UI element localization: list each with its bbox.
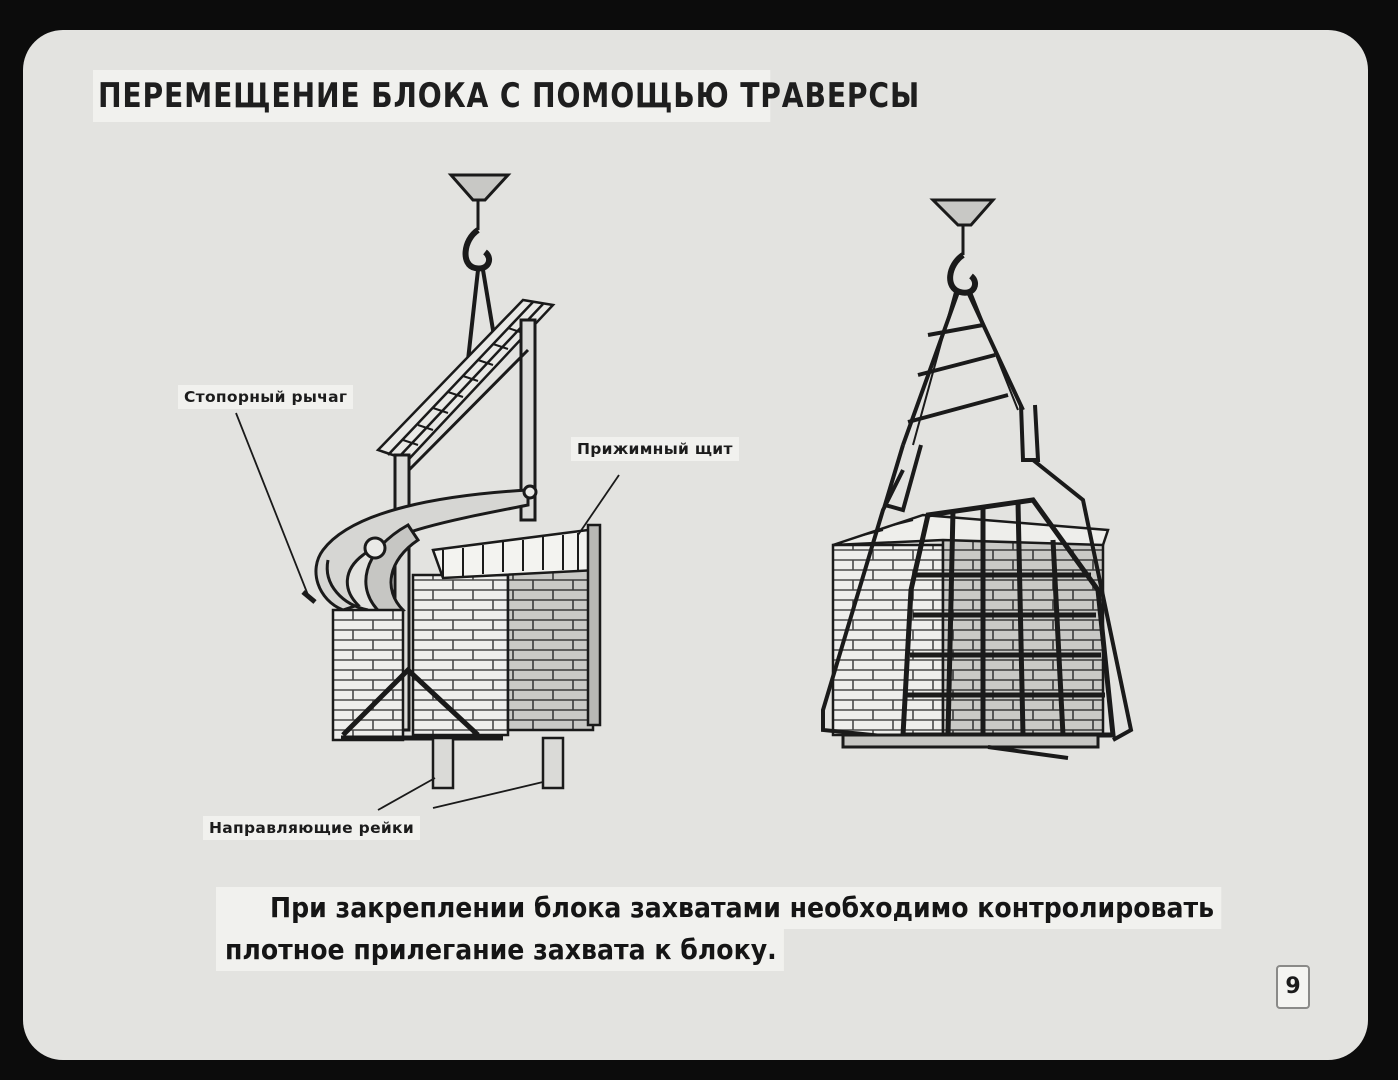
slide-title: ПЕРЕМЕЩЕНИЕ БЛОКА С ПОМОЩЬЮ ТРАВЕРСЫ [93, 70, 770, 122]
label-clamp-shield: Прижимный щит [571, 437, 739, 461]
slide-caption [216, 887, 1221, 971]
label-stop-lever: Стопорный рычаг [178, 385, 353, 409]
slings [885, 292, 1038, 510]
caption-line-2: плотное прилегание захвата к блоку. [216, 929, 784, 971]
crane-hook-right [933, 200, 993, 293]
caption-line-1: При закреплении блока захватами необходимо контролировать [216, 887, 1221, 929]
traverse-clamp-figure [236, 175, 619, 810]
filmstrip-frame [23, 30, 1368, 1060]
guide-rails [433, 738, 563, 788]
page-number: 9 [1276, 965, 1310, 1009]
pallet [843, 735, 1098, 758]
cage-lift-figure [823, 200, 1131, 758]
label-guide-rails: Направляющие рейки [203, 816, 420, 840]
